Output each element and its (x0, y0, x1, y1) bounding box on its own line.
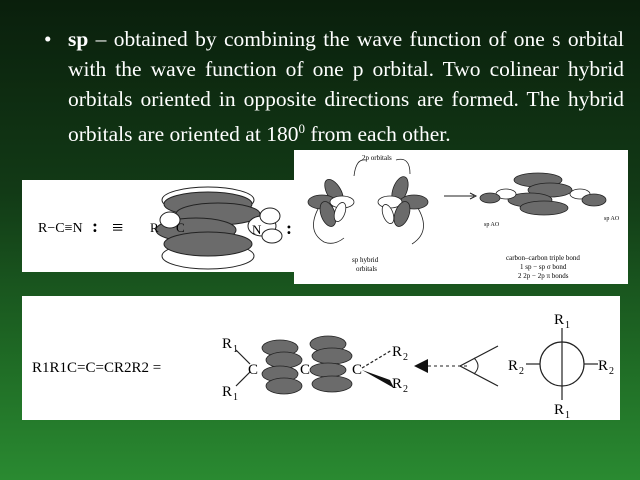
nitrile-n-label: N (252, 222, 262, 237)
nitrile-r-label: R (150, 220, 159, 235)
label-2p-orbitals: 2p orbitals (362, 154, 392, 162)
reaction-arrow (444, 193, 476, 199)
description-text: – obtained by combining the wave function of one s orbital with the wave function of one p orbital. Two colinear hybrid orbitals oriented in opposite directions are formed. The hybrid orbitals are oriented at 180 (68, 27, 624, 147)
newman-projection (526, 328, 598, 400)
allene-r1-top-sub: 1 (233, 344, 238, 355)
nitrile-lone-pair-n: : (286, 218, 292, 238)
term-sp: sp (68, 27, 89, 51)
newman-r2-right-sub: 2 (609, 366, 614, 377)
newman-r1-bottom: R (554, 402, 565, 418)
nitrile-lone-pair: : (92, 216, 98, 236)
allene-r2-bottom-sub: 2 (403, 384, 408, 395)
description-tail: from each other. (304, 122, 451, 147)
allene-c1: C (248, 362, 259, 378)
label-sp-ao-left: sp AO (484, 222, 500, 228)
allene-r2-bottom: R (392, 376, 403, 392)
label-triple-bond-2: 1 sp − sp σ bond (520, 263, 567, 271)
orbital-set-2 (378, 174, 428, 228)
newman-r1-top-sub: 1 (565, 320, 570, 331)
allene-r2-top-sub: 2 (403, 352, 408, 363)
allene-c3: C (352, 362, 363, 378)
newman-r2-left: R (508, 358, 519, 374)
nitrile-diagram (22, 180, 297, 272)
nitrile-c-label: C (176, 220, 185, 235)
allene-diagram (22, 296, 620, 420)
newman-r2-right: R (598, 358, 609, 374)
triple-bond-orbitals (480, 173, 606, 215)
allene-r1-bottom: R (222, 384, 233, 400)
label-sp-hybrid-2: orbitals (356, 265, 377, 273)
label-sp-hybrid-1: sp hybrid (352, 256, 379, 264)
sp-description (68, 24, 624, 149)
allene-formula: R1R1C=C=CR2R2 = (32, 360, 162, 376)
newman-r1-bottom-sub: 1 (565, 410, 570, 420)
bullet-paragraph (44, 24, 624, 149)
wedge-bond (362, 370, 394, 388)
allene-r1-top: R (222, 336, 233, 352)
label-triple-bond-1: carbon–carbon triple bond (506, 254, 580, 262)
allene-r2-top: R (392, 344, 403, 360)
allene-r1-bottom-sub: 1 (233, 392, 238, 403)
equivalence-sign: ≡ (112, 217, 124, 239)
newman-r2-left-sub: 2 (519, 366, 524, 377)
nitrile-formula: R−C≡N (38, 221, 83, 236)
sp-hybrid-diagram (294, 150, 628, 284)
nitrile-orbitals (156, 187, 282, 269)
bullet-marker: • (44, 27, 52, 51)
eye-lens-icon (474, 358, 478, 374)
orbital-set-1 (308, 176, 354, 228)
view-direction-arrow (414, 359, 470, 373)
newman-r1-top: R (554, 312, 565, 328)
allene-c2: C (300, 362, 311, 378)
label-triple-bond-3: 2 2p − 2p π bonds (518, 272, 569, 280)
label-sp-ao-right: sp AO (604, 216, 620, 222)
degree-superscript: 0 (298, 121, 305, 136)
